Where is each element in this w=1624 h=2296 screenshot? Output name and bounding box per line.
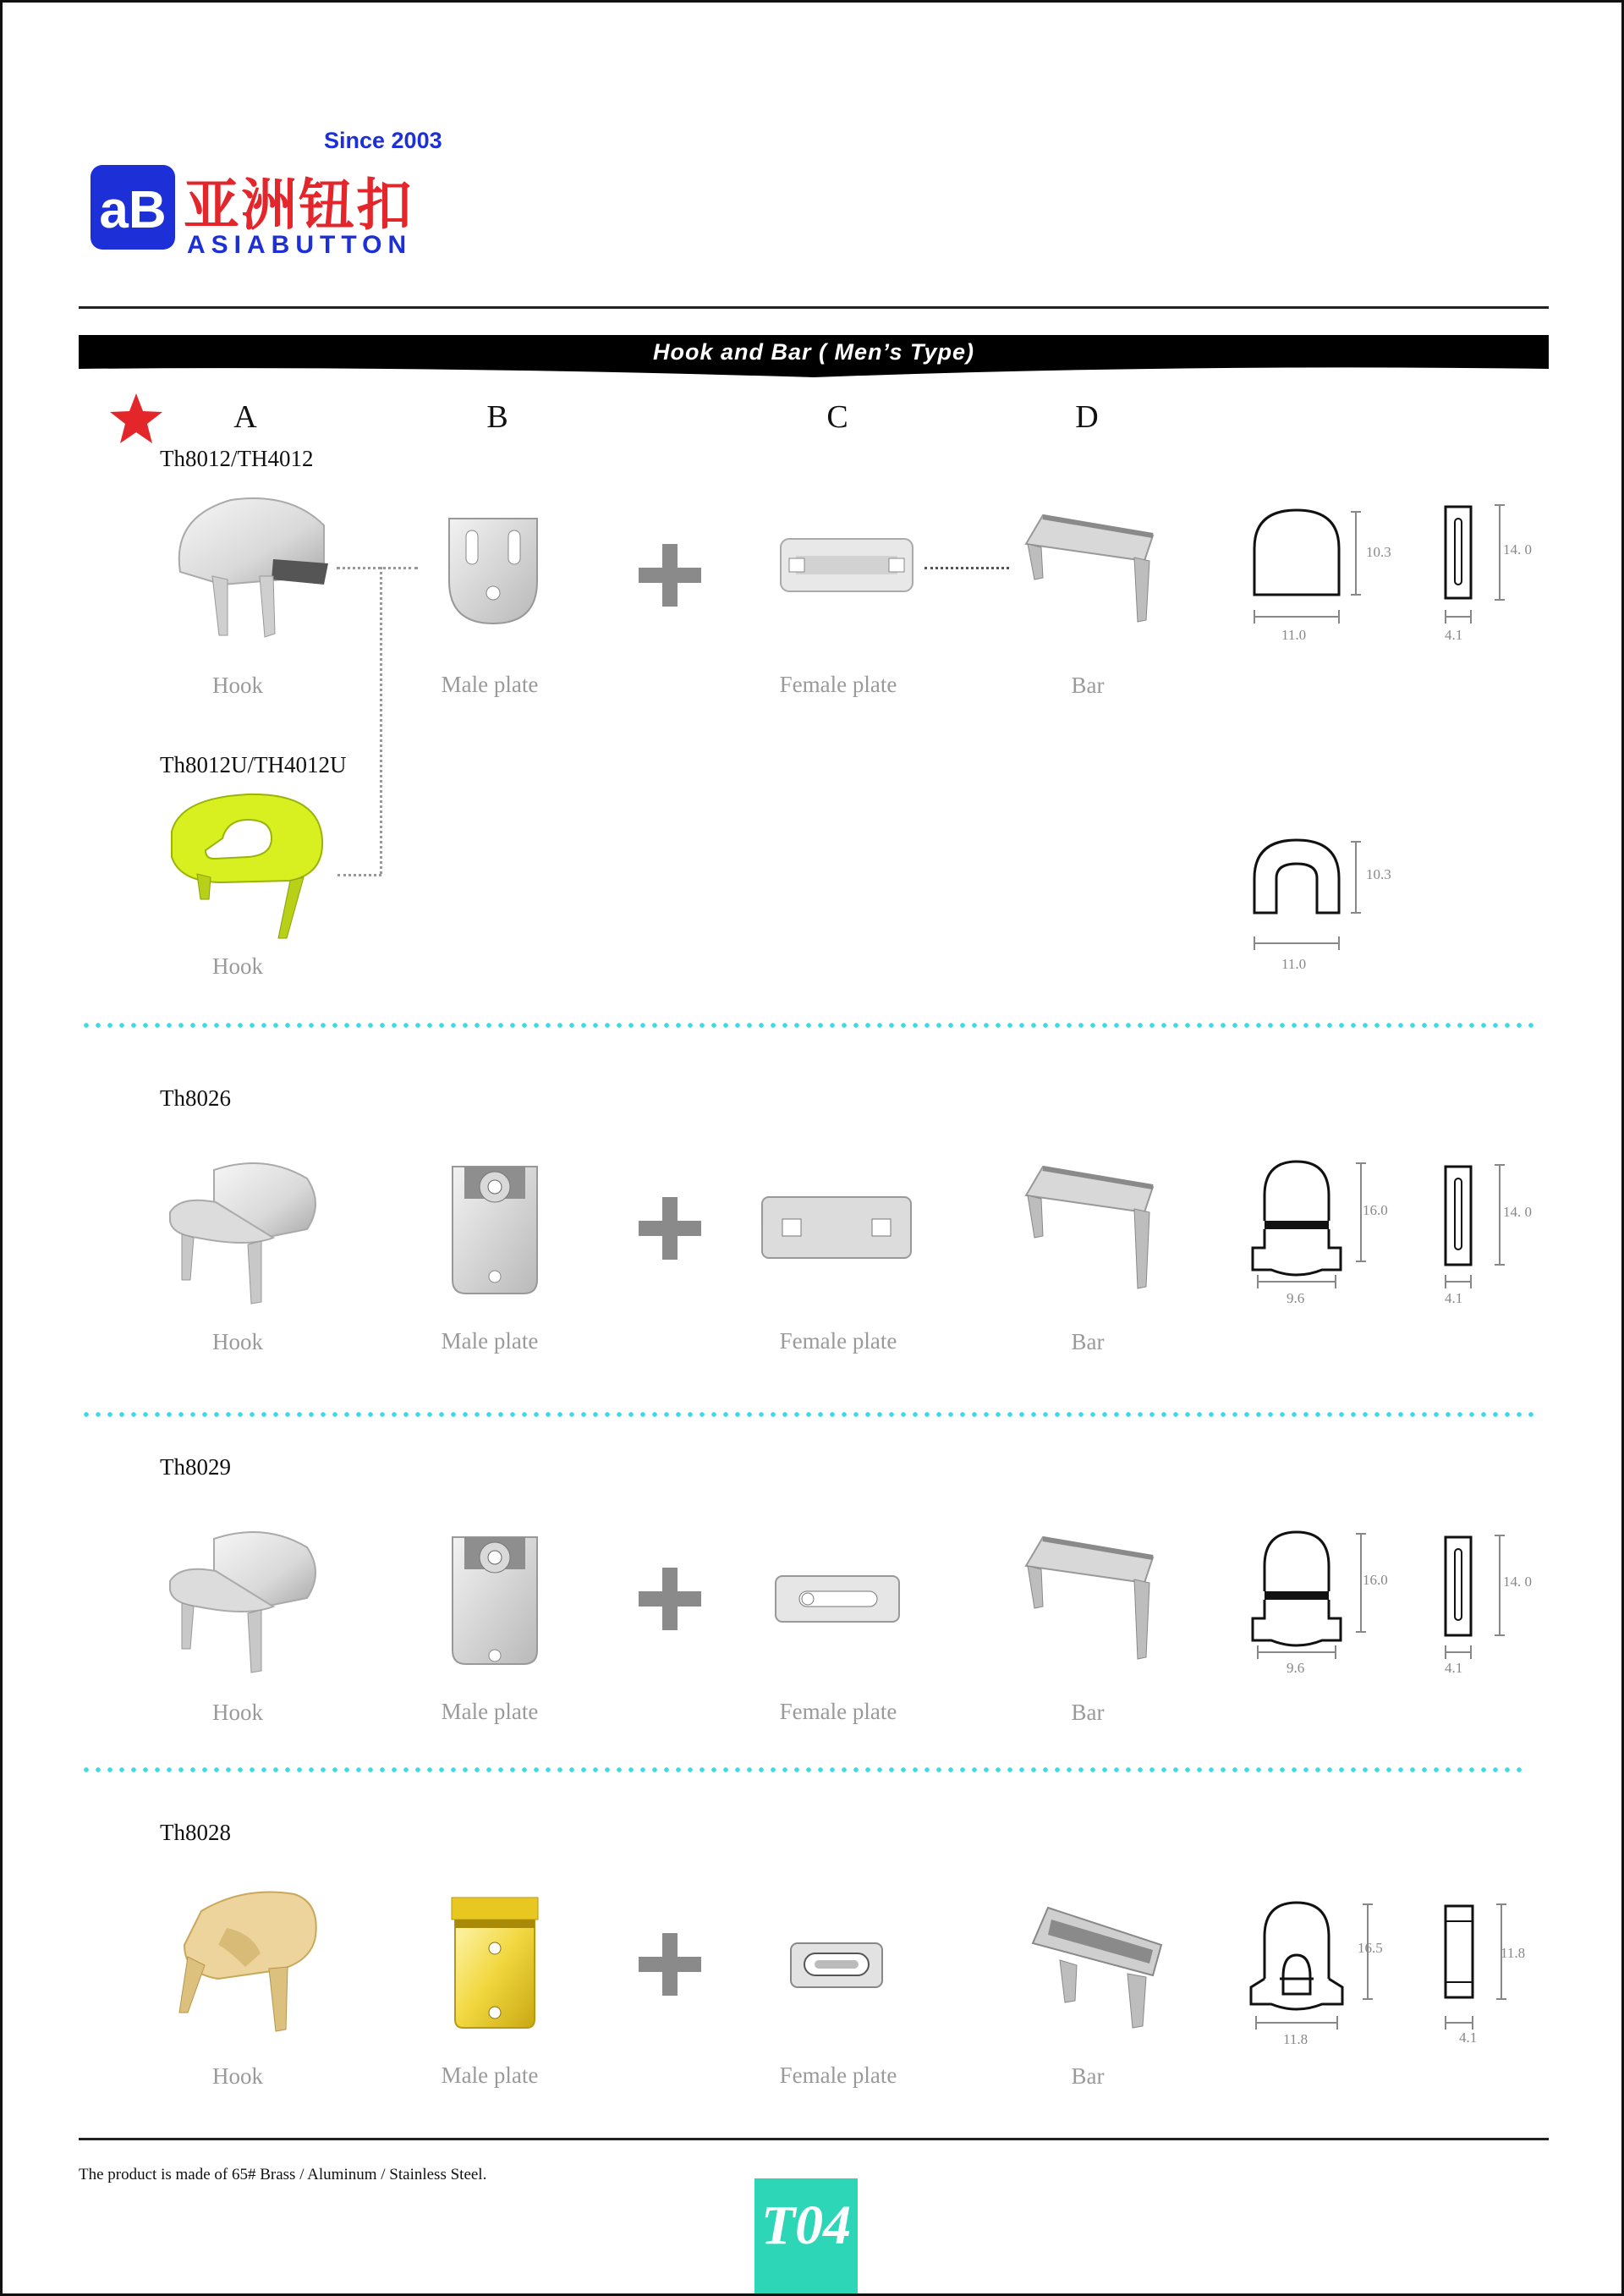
caption-hook: Hook	[212, 1329, 263, 1354]
hook-image	[172, 492, 332, 644]
connector-line	[337, 567, 418, 569]
dimension-height: 10.3	[1366, 544, 1391, 560]
hook-image	[163, 1522, 324, 1678]
dimension-height: 16.5	[1358, 1940, 1383, 1956]
page-number-badge	[754, 2178, 858, 2296]
dimension-drawing-side	[1432, 502, 1533, 637]
bar-image	[1018, 510, 1161, 629]
model-number: Th8026	[160, 1085, 231, 1111]
dimension-drawing-side	[1432, 1162, 1533, 1305]
dimension-width: 4.1	[1459, 2030, 1478, 2046]
caption-bar: Bar	[1071, 1329, 1105, 1354]
material-note: The product is made of 65# Brass / Aluminum / Stainless Steel.	[79, 2166, 487, 2183]
male-plate-image	[448, 1896, 541, 2031]
section-divider	[80, 1412, 1540, 1417]
star-icon	[109, 392, 163, 446]
footer-rule	[79, 2138, 1549, 2140]
caption-hook: Hook	[212, 2063, 263, 2089]
section-divider	[80, 1023, 1540, 1028]
dimension-width: 11.0	[1281, 956, 1307, 972]
dimension-width: 4.1	[1445, 1660, 1463, 1676]
dimension-drawing-front	[1246, 1524, 1381, 1676]
connector-line	[380, 567, 382, 874]
dimension-width: 4.1	[1445, 627, 1463, 643]
column-letter-b: B	[486, 399, 508, 435]
logo-since-text: Since 2003	[324, 128, 442, 153]
caption-hook: Hook	[212, 953, 263, 979]
male-plate-image	[442, 515, 544, 625]
bar-image	[1018, 1532, 1161, 1667]
plus-icon	[639, 1568, 701, 1630]
dimension-width: 11.8	[1283, 2031, 1309, 2047]
hook-image	[167, 1886, 328, 2038]
caption-male-plate: Male plate	[441, 672, 539, 697]
connector-line	[337, 874, 381, 876]
hook-image	[163, 789, 332, 942]
dimension-height: 14. 0	[1503, 1204, 1532, 1220]
dimension-width: 11.0	[1281, 627, 1307, 643]
model-number: Th8012/TH4012	[160, 446, 314, 471]
caption-female-plate: Female plate	[779, 1699, 897, 1724]
female-plate-image	[774, 1573, 901, 1625]
column-letter-a: A	[233, 399, 257, 435]
plus-icon	[639, 1197, 701, 1260]
caption-male-plate: Male plate	[441, 2063, 539, 2088]
dimension-height: 10.3	[1366, 866, 1391, 882]
dimension-width: 9.6	[1287, 1660, 1305, 1676]
header-rule	[79, 306, 1549, 309]
dimension-height: 16.0	[1363, 1572, 1388, 1588]
caption-female-plate: Female plate	[779, 2063, 897, 2088]
plus-icon	[639, 1933, 701, 1996]
hook-image	[163, 1153, 324, 1310]
dimension-drawing-front	[1246, 1153, 1381, 1305]
dimension-drawing-front	[1246, 502, 1381, 637]
dimension-drawing-side	[1432, 1532, 1533, 1676]
section-title: Hook and Bar ( Men’s Type)	[652, 339, 975, 365]
female-plate-image	[760, 1194, 913, 1261]
plus-icon	[639, 544, 701, 607]
caption-female-plate: Female plate	[779, 1328, 897, 1354]
logo-chinese-name: 亚洲钮扣	[184, 173, 414, 238]
model-number: Th8012U/TH4012U	[160, 752, 347, 777]
caption-male-plate: Male plate	[441, 1328, 539, 1354]
bar-image	[1018, 1162, 1161, 1297]
dimension-height: 11.8	[1501, 1945, 1526, 1961]
caption-bar: Bar	[1071, 1700, 1105, 1725]
caption-hook: Hook	[212, 673, 263, 698]
dimension-drawing-side	[1432, 1899, 1533, 2043]
dimension-drawing-front	[1246, 832, 1381, 967]
logo-monogram: aB	[99, 181, 167, 239]
female-plate-image	[789, 1942, 884, 1989]
dimension-drawing-front	[1246, 1894, 1390, 2046]
dimension-height: 14. 0	[1503, 1574, 1532, 1590]
female-plate-image	[779, 536, 914, 595]
model-number: Th8029	[160, 1454, 231, 1480]
logo-mark-icon	[91, 165, 175, 250]
logo-english-name: ASIABUTTON	[187, 231, 413, 259]
page-number: T04	[760, 2194, 852, 2256]
caption-male-plate: Male plate	[441, 1699, 539, 1724]
section-divider	[80, 1767, 1527, 1772]
dimension-height: 14. 0	[1503, 541, 1532, 558]
bar-image	[1026, 1901, 1170, 2036]
caption-hook: Hook	[212, 1700, 263, 1725]
dimension-width: 9.6	[1287, 1290, 1305, 1306]
model-number: Th8028	[160, 1820, 231, 1845]
connector-line	[924, 567, 1009, 569]
caption-bar: Bar	[1071, 673, 1105, 698]
male-plate-image	[444, 1532, 546, 1667]
column-letter-d: D	[1075, 399, 1099, 435]
male-plate-image	[444, 1162, 546, 1297]
dimension-width: 4.1	[1445, 1290, 1463, 1306]
caption-bar: Bar	[1071, 2063, 1105, 2089]
dimension-height: 16.0	[1363, 1202, 1388, 1218]
column-letter-c: C	[826, 399, 848, 435]
caption-female-plate: Female plate	[779, 672, 897, 697]
